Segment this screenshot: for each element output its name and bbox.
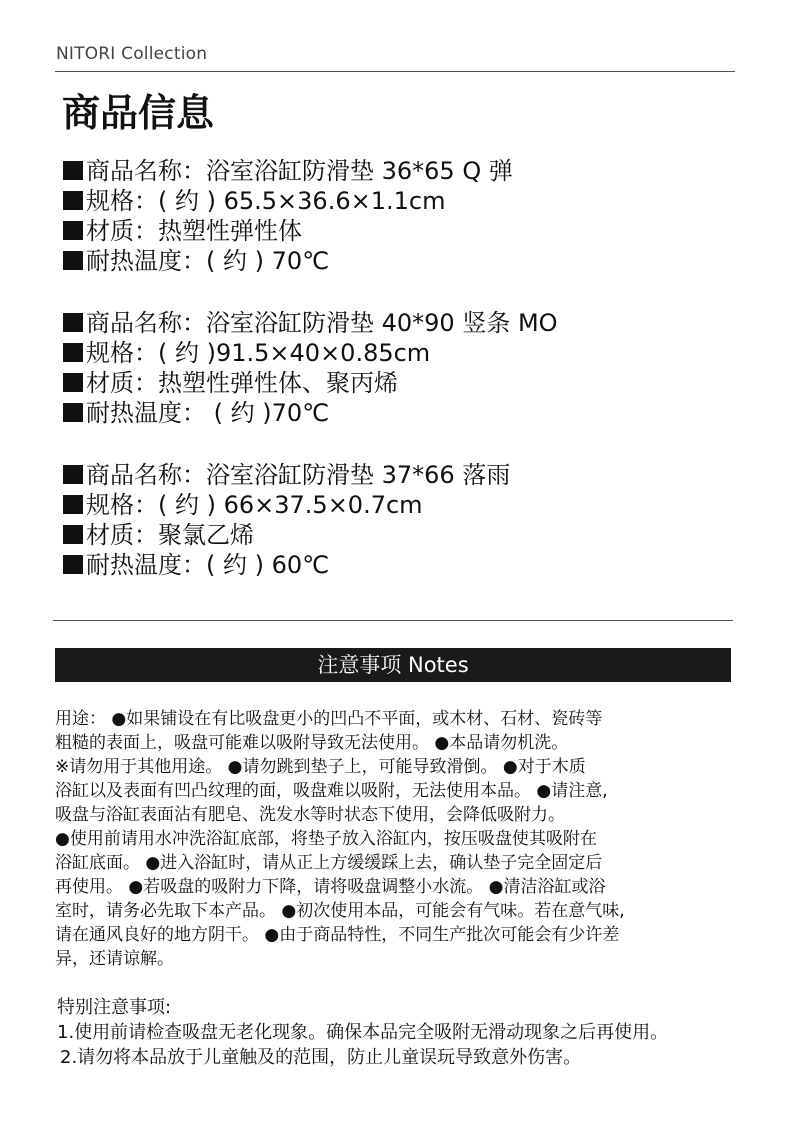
square-bullet-icon [63, 313, 83, 332]
product-size: 规格：( 约 ) 65.5×36.6×1.1cm [86, 187, 446, 215]
square-bullet-icon [63, 495, 83, 514]
note-line: ※请勿用于其他用途。 ●请勿跳到垫子上，可能导致滑倒。 ●对于木质 [55, 757, 586, 777]
top-divider [55, 71, 735, 72]
product-material: 材质：聚氯乙烯 [86, 521, 254, 549]
product-material: 材质：热塑性弹性体、聚丙烯 [86, 369, 398, 397]
square-bullet-icon [63, 555, 83, 574]
note-line: 室时，请务必先取下本产品。 ●初次使用本品，可能会有气味。若在意气味, [55, 901, 625, 921]
product-heat: 耐热温度：( 约 ) 60℃ [86, 551, 330, 579]
square-bullet-icon [63, 403, 83, 422]
product-size-line [63, 186, 753, 216]
section-divider [53, 620, 733, 621]
product-list [63, 156, 753, 580]
product-size-line [63, 338, 753, 368]
product-block [63, 156, 753, 276]
product-name-line [63, 460, 753, 490]
square-bullet-icon [63, 191, 83, 210]
note-line: ●使用前请用水冲洗浴缸底部，将垫子放入浴缸内，按压吸盘使其吸附在 [55, 829, 597, 849]
product-name-line [63, 156, 753, 186]
product-name: 商品名称：浴室浴缸防滑垫 36*65 Q 弹 [86, 157, 513, 185]
notes-header: 注意事项 Notes [317, 653, 469, 677]
product-heat-line [63, 550, 753, 580]
square-bullet-icon [63, 525, 83, 544]
note-line: 异，还请谅解。 [55, 949, 174, 969]
product-size: 规格：( 约 ) 66×37.5×0.7cm [86, 491, 423, 519]
note-line: 浴缸底面。 ●进入浴缸时，请从正上方缓缓踩上去，确认垫子完全固定后 [55, 853, 603, 873]
product-size: 规格：( 约 )91.5×40×0.85cm [86, 339, 431, 367]
product-material-line [63, 216, 753, 246]
product-name-line [63, 308, 753, 338]
product-block [63, 308, 753, 428]
note-line: 吸盘与浴缸表面沾有肥皂、洗发水等时状态下使用，会降低吸附力。 [55, 805, 565, 825]
square-bullet-icon [63, 373, 83, 392]
note-line: 浴缸以及表面有凹凸纹理的面，吸盘难以吸附，无法使用本品。 ●请注意, [55, 781, 608, 801]
product-material: 材质：热塑性弹性体 [86, 217, 302, 245]
special-note-item: 2.请勿将本品放于儿童触及的范围，防止儿童误玩导致意外伤害。 [60, 1047, 582, 1068]
square-bullet-icon [63, 161, 83, 180]
product-heat-line [63, 246, 753, 276]
product-heat-line [63, 398, 753, 428]
product-name: 商品名称：浴室浴缸防滑垫 37*66 落雨 [86, 461, 511, 489]
square-bullet-icon [63, 343, 83, 362]
special-notes [57, 995, 777, 1070]
brand-label: NITORI Collection [56, 44, 208, 64]
product-block [63, 460, 753, 580]
notes-header-bar [55, 648, 731, 682]
note-line: 用途： ●如果铺设在有比吸盘更小的凹凸不平面，或木材、石材、瓷砖等 [55, 709, 603, 729]
product-size-line [63, 490, 753, 520]
product-material-line [63, 368, 753, 398]
square-bullet-icon [63, 465, 83, 484]
product-heat: 耐热温度：( 约 ) 70℃ [86, 247, 330, 275]
note-line: 粗糙的表面上，吸盘可能难以吸附导致无法使用。 ●本品请勿机洗。 [55, 733, 569, 753]
product-heat: 耐热温度： ( 约 )70℃ [86, 399, 330, 427]
note-line: 再使用。 ●若吸盘的吸附力下降，请将吸盘调整小水流。 ●清洁浴缸或浴 [55, 877, 606, 897]
product-material-line [63, 520, 753, 550]
square-bullet-icon [63, 221, 83, 240]
square-bullet-icon [63, 251, 83, 270]
product-name: 商品名称：浴室浴缸防滑垫 40*90 竖条 MO [86, 309, 558, 337]
note-line: 请在通风良好的地方阴干。 ●由于商品特性，不同生产批次可能会有少许差 [55, 925, 620, 945]
special-note-item: 1.使用前请检查吸盘无老化现象。确保本品完全吸附无滑动现象之后再使用。 [57, 1022, 669, 1043]
notes-body [55, 707, 765, 971]
special-notes-heading: 特别注意事项: [57, 997, 172, 1018]
page-title: 商品信息 [62, 91, 215, 135]
